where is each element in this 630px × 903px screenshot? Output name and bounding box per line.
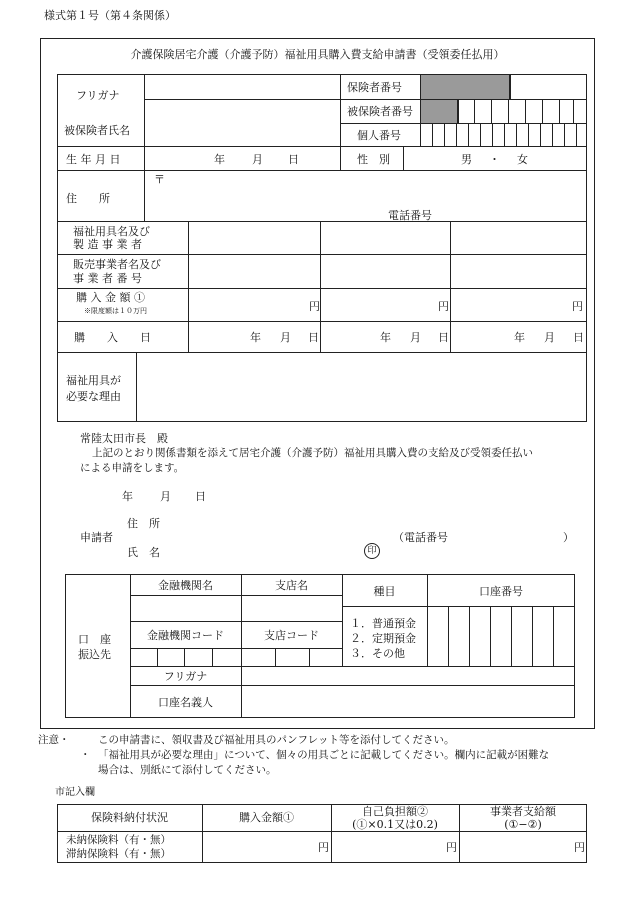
line xyxy=(340,99,587,100)
copay-header-2: (①×0.1又は0.2) xyxy=(352,818,438,831)
line xyxy=(320,221,321,352)
amount-limit-note: ※限度額は１０万円 xyxy=(84,307,147,315)
branch-name-header: 支店名 xyxy=(275,579,308,592)
provider-payment-header-1: 事業者支給額 xyxy=(490,805,556,818)
payment-status-header: 保険料納付状況 xyxy=(91,811,168,824)
application-year: 年 xyxy=(122,490,133,503)
provider-payment-header-2: (①−②) xyxy=(504,818,542,831)
line xyxy=(532,606,533,666)
line xyxy=(456,123,457,146)
line xyxy=(340,123,587,124)
line xyxy=(432,123,433,146)
line xyxy=(552,123,553,146)
yen-unit: 円 xyxy=(309,300,320,313)
applicant-label: 申請者 xyxy=(80,531,113,544)
insured-name-label: 被保険者氏名 xyxy=(64,124,130,137)
reason-label-1: 福祉用具が xyxy=(66,374,121,387)
line xyxy=(57,831,587,832)
application-day: 日 xyxy=(195,490,206,503)
line xyxy=(130,648,342,649)
declaration-line-1: 上記のとおり関係書類を添えて居宅介護（介護予防）福祉用具購入費の支給及び受領委任払い xyxy=(92,447,533,459)
line xyxy=(492,123,493,146)
seller-label-1: 販売事業者名及び xyxy=(73,258,161,271)
bank-code-header: 金融機関コード xyxy=(147,629,224,642)
line xyxy=(144,99,340,100)
form-number-label: 様式第１号（第４条関係） xyxy=(44,9,176,22)
purchase-amount-header: 購入金額① xyxy=(239,811,294,824)
line xyxy=(57,254,587,255)
line xyxy=(144,74,145,221)
account-type-header: 種目 xyxy=(373,585,396,598)
line xyxy=(553,606,554,666)
line xyxy=(525,99,526,123)
dob-day-label: 日 xyxy=(288,153,299,166)
addressee: 常陸太田市長 殿 xyxy=(80,432,168,445)
line xyxy=(275,648,276,666)
postal-mark: 〒 xyxy=(154,173,165,186)
amount-label: 購 入 金 額 ① xyxy=(76,291,145,304)
address-label: 住 所 xyxy=(66,192,110,205)
line xyxy=(457,99,459,123)
line xyxy=(157,648,158,666)
date-month: 月 xyxy=(410,331,421,344)
holder-furigana-label: フリガナ xyxy=(163,670,208,683)
line xyxy=(57,321,587,322)
seal-mark: 印 xyxy=(364,543,380,559)
line xyxy=(508,99,509,123)
account-type-option-3[interactable]: ３．その他 xyxy=(350,647,405,660)
line xyxy=(403,146,404,170)
date-day: 日 xyxy=(308,331,319,344)
applicant-phone-label: （電話番号 xyxy=(393,531,448,544)
account-type-option-1[interactable]: １．普通預金 xyxy=(350,617,416,630)
yen-unit: 円 xyxy=(574,841,585,854)
line xyxy=(509,74,511,99)
date-year: 年 xyxy=(380,331,391,344)
line xyxy=(342,606,575,607)
purchase-date-label: 購 入 日 xyxy=(74,331,151,344)
line xyxy=(450,221,451,352)
line xyxy=(130,621,342,622)
line xyxy=(469,606,470,666)
furigana-label: フリガナ xyxy=(76,89,120,102)
notes-prefix: 注意・ xyxy=(38,734,70,746)
branch-code-header: 支店コード xyxy=(264,629,319,642)
sex-female-option[interactable]: 女 xyxy=(517,153,528,166)
line xyxy=(130,666,575,667)
date-year: 年 xyxy=(514,331,525,344)
applicant-name-label: 氏 名 xyxy=(127,546,160,559)
line xyxy=(212,648,213,666)
line xyxy=(130,595,342,596)
line xyxy=(57,288,587,289)
date-day: 日 xyxy=(573,331,584,344)
yen-unit: 円 xyxy=(318,841,329,854)
equipment-name-label-2: 製 造 事 業 者 xyxy=(73,238,142,251)
line xyxy=(444,123,445,146)
line xyxy=(564,123,565,146)
sex-male-option[interactable]: 男 xyxy=(461,153,472,166)
date-day: 日 xyxy=(438,331,449,344)
account-number-header: 口座番号 xyxy=(479,585,523,598)
phone-label: 電話番号 xyxy=(388,209,432,222)
city-section-heading: 市記入欄 xyxy=(55,787,95,798)
line xyxy=(130,685,575,686)
date-year: 年 xyxy=(250,331,261,344)
bank-section-label-1: 口 座 xyxy=(78,633,111,646)
bank-section-label-2: 振込先 xyxy=(78,648,111,661)
form-title: 介護保険居宅介護（介護予防）福祉用具購入費支給申請書（受領委任払用） xyxy=(130,48,505,61)
line xyxy=(528,123,529,146)
equipment-name-label-1: 福祉用具名及び xyxy=(73,225,150,238)
bank-name-header: 金融機関名 xyxy=(158,579,213,592)
note-line-1: この申請書に、領収書及び福祉用具のパンフレット等を添付してください。 xyxy=(98,734,455,746)
dob-month-label: 月 xyxy=(252,153,263,166)
line xyxy=(184,648,185,666)
line xyxy=(136,352,137,422)
sex-separator: ・ xyxy=(489,153,500,166)
insurer-number-shaded xyxy=(421,75,509,99)
sex-label: 性 別 xyxy=(357,153,390,166)
date-month: 月 xyxy=(280,331,291,344)
line xyxy=(491,99,492,123)
line xyxy=(188,221,189,352)
account-type-option-2[interactable]: ２．定期預金 xyxy=(350,632,416,645)
account-holder-label: 口座名義人 xyxy=(158,696,213,709)
application-month: 月 xyxy=(160,490,171,503)
insured-number-shaded xyxy=(421,100,457,123)
line xyxy=(540,123,541,146)
line xyxy=(468,123,469,146)
note-line-2: 「福祉用具が必要な理由」について、個々の用具ごとに記載してください。欄内に記載が困難な xyxy=(98,749,550,761)
line xyxy=(340,74,341,170)
reason-label-2: 必要な理由 xyxy=(66,390,121,403)
line xyxy=(559,99,560,123)
yen-unit: 円 xyxy=(572,300,583,313)
line xyxy=(573,99,574,123)
declaration-line-2: による申請をします。 xyxy=(80,462,185,474)
insured-number-label: 被保険者番号 xyxy=(347,105,413,118)
yen-unit: 円 xyxy=(438,300,449,313)
insurer-number-label: 保険者番号 xyxy=(347,81,402,94)
applicant-address-label: 住 所 xyxy=(127,517,160,530)
line xyxy=(480,123,481,146)
line xyxy=(490,606,491,666)
date-month: 月 xyxy=(544,331,555,344)
note-bullet: ・ xyxy=(80,749,91,761)
personal-number-label: 個人番号 xyxy=(357,129,401,142)
line xyxy=(57,170,587,171)
line xyxy=(542,99,543,123)
overdue-premium-label: 滞納保険料（有・無） xyxy=(66,848,171,860)
dob-year-label: 年 xyxy=(214,153,225,166)
line xyxy=(504,123,505,146)
note-line-3: 場合は、別紙にて添付してください。 xyxy=(98,764,277,776)
line xyxy=(511,606,512,666)
dob-label: 生 年 月 日 xyxy=(66,153,121,166)
seller-label-2: 事 業 者 番 号 xyxy=(73,272,142,285)
line xyxy=(474,99,475,123)
yen-unit: 円 xyxy=(446,841,457,854)
applicant-phone-close: ） xyxy=(563,531,574,544)
line xyxy=(57,146,587,147)
line xyxy=(309,648,310,666)
line xyxy=(516,123,517,146)
copay-header-1: 自己負担額② xyxy=(362,805,428,818)
unpaid-premium-label: 未納保険料（有・無） xyxy=(66,834,171,846)
line xyxy=(576,123,577,146)
line xyxy=(448,606,449,666)
line xyxy=(57,221,587,222)
